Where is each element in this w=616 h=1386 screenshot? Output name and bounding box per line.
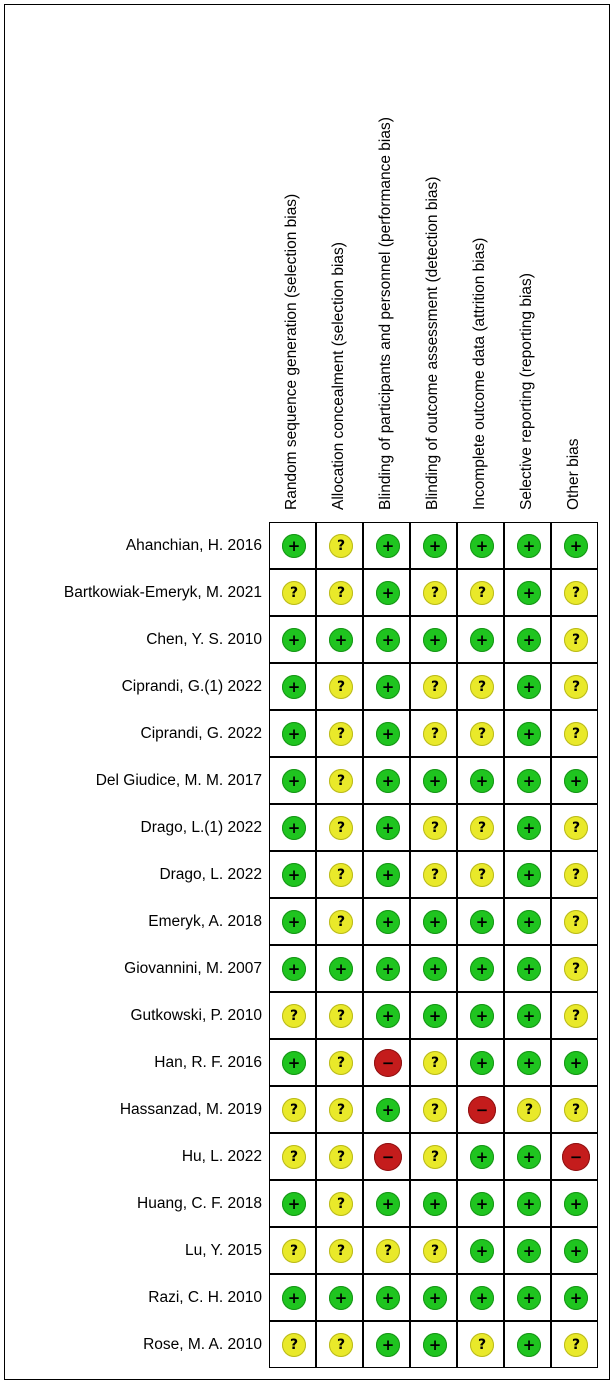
grid-cell — [269, 1274, 316, 1321]
low-risk-dot: + — [564, 1051, 588, 1075]
grid-cell — [316, 757, 363, 804]
unclear-risk-dot: ? — [282, 1098, 306, 1122]
grid-cell — [269, 569, 316, 616]
study-label: Emeryk, A. 2018 — [148, 913, 262, 930]
low-risk-dot: + — [282, 534, 306, 558]
grid-cell — [551, 710, 598, 757]
low-risk-dot: + — [282, 910, 306, 934]
unclear-risk-dot: ? — [282, 581, 306, 605]
low-risk-dot: + — [376, 534, 400, 558]
grid-cell — [363, 569, 410, 616]
low-risk-dot: + — [470, 1286, 494, 1310]
grid-cell — [551, 804, 598, 851]
low-risk-dot: + — [517, 581, 541, 605]
grid-cell — [457, 569, 504, 616]
unclear-risk-dot: ? — [329, 1004, 353, 1028]
domain-label: Random sequence generation (selection bias) — [283, 193, 300, 510]
low-risk-dot: + — [376, 1333, 400, 1357]
unclear-risk-dot: ? — [423, 722, 447, 746]
study-label: Gutkowski, P. 2010 — [130, 1007, 262, 1024]
study-label: Razi, C. H. 2010 — [148, 1289, 262, 1306]
grid-cell — [269, 663, 316, 710]
unclear-risk-dot: ? — [564, 957, 588, 981]
low-risk-dot: + — [423, 769, 447, 793]
grid-cell — [457, 1227, 504, 1274]
unclear-risk-dot: ? — [282, 1239, 306, 1263]
study-label: Ahanchian, H. 2016 — [125, 537, 262, 554]
grid-cell — [316, 663, 363, 710]
grid-cell — [504, 1274, 551, 1321]
unclear-risk-dot: ? — [517, 1098, 541, 1122]
grid-cell — [363, 945, 410, 992]
grid-cell — [504, 1180, 551, 1227]
low-risk-dot: + — [423, 1286, 447, 1310]
low-risk-dot: + — [376, 769, 400, 793]
grid-cell — [316, 1180, 363, 1227]
grid-cell — [363, 992, 410, 1039]
low-risk-dot: + — [282, 816, 306, 840]
low-risk-dot: + — [423, 1333, 447, 1357]
grid-cell — [316, 1086, 363, 1133]
grid-cell — [504, 757, 551, 804]
low-risk-dot: + — [517, 1192, 541, 1216]
low-risk-dot: + — [376, 675, 400, 699]
grid-cell — [269, 1133, 316, 1180]
study-label: Rose, M. A. 2010 — [143, 1336, 262, 1353]
study-label: Chen, Y. S. 2010 — [146, 631, 262, 648]
grid-cell — [363, 1086, 410, 1133]
grid-cell — [269, 1039, 316, 1086]
unclear-risk-dot: ? — [423, 863, 447, 887]
low-risk-dot: + — [517, 675, 541, 699]
study-label: Giovannini, M. 2007 — [124, 960, 262, 977]
low-risk-dot: + — [517, 534, 541, 558]
grid-cell — [410, 992, 457, 1039]
low-risk-dot: + — [564, 1286, 588, 1310]
grid-cell — [363, 616, 410, 663]
low-risk-dot: + — [470, 628, 494, 652]
grid-cell — [316, 945, 363, 992]
study-label: Ciprandi, G.(1) 2022 — [121, 678, 262, 695]
low-risk-dot: + — [470, 1051, 494, 1075]
grid-cell — [551, 898, 598, 945]
grid-cell — [316, 522, 363, 569]
unclear-risk-dot: ? — [329, 675, 353, 699]
grid-cell — [410, 804, 457, 851]
grid-cell — [363, 710, 410, 757]
unclear-risk-dot: ? — [470, 675, 494, 699]
low-risk-dot: + — [376, 816, 400, 840]
grid-cell — [457, 851, 504, 898]
study-label: Ciprandi, G. 2022 — [140, 725, 262, 742]
domain-label: Other bias — [565, 438, 582, 510]
low-risk-dot: + — [282, 769, 306, 793]
grid-cell — [504, 616, 551, 663]
grid-cell — [551, 522, 598, 569]
low-risk-dot: + — [282, 1286, 306, 1310]
grid-cell — [269, 1086, 316, 1133]
unclear-risk-dot: ? — [423, 1051, 447, 1075]
unclear-risk-dot: ? — [564, 628, 588, 652]
low-risk-dot: + — [423, 1192, 447, 1216]
grid-cell — [269, 898, 316, 945]
low-risk-dot: + — [517, 1004, 541, 1028]
unclear-risk-dot: ? — [470, 816, 494, 840]
grid-cell — [551, 1227, 598, 1274]
grid-cell — [410, 851, 457, 898]
grid-cell — [551, 1039, 598, 1086]
grid-cell — [457, 663, 504, 710]
grid-cell — [410, 522, 457, 569]
grid-cell — [504, 1133, 551, 1180]
grid-cell — [269, 522, 316, 569]
grid-cell — [269, 1180, 316, 1227]
grid-cell — [316, 1133, 363, 1180]
domain-label: Blinding of participants and personnel (performance bias) — [377, 117, 394, 510]
study-label: Hu, L. 2022 — [181, 1148, 262, 1165]
unclear-risk-dot: ? — [329, 1098, 353, 1122]
grid-cell — [457, 1274, 504, 1321]
unclear-risk-dot: ? — [329, 1051, 353, 1075]
unclear-risk-dot: ? — [423, 675, 447, 699]
grid-cell — [504, 992, 551, 1039]
grid-cell — [551, 616, 598, 663]
grid-cell — [457, 616, 504, 663]
grid-cell — [363, 851, 410, 898]
grid-cell — [457, 1133, 504, 1180]
high-risk-dot: − — [468, 1096, 496, 1124]
grid-cell — [316, 1039, 363, 1086]
grid-cell — [363, 804, 410, 851]
unclear-risk-dot: ? — [423, 1098, 447, 1122]
low-risk-dot: + — [517, 1333, 541, 1357]
grid-cell — [316, 804, 363, 851]
grid-cell — [316, 1321, 363, 1368]
unclear-risk-dot: ? — [564, 1333, 588, 1357]
low-risk-dot: + — [329, 628, 353, 652]
low-risk-dot: + — [517, 957, 541, 981]
grid-cell — [504, 945, 551, 992]
grid-cell — [551, 851, 598, 898]
grid-cell — [457, 992, 504, 1039]
grid-cell — [363, 1180, 410, 1227]
grid-cell — [269, 851, 316, 898]
low-risk-dot: + — [423, 1004, 447, 1028]
grid-cell — [269, 992, 316, 1039]
low-risk-dot: + — [517, 1286, 541, 1310]
low-risk-dot: + — [470, 1145, 494, 1169]
grid-cell — [269, 945, 316, 992]
grid-cell — [363, 1133, 410, 1180]
grid-cell — [410, 710, 457, 757]
grid-cell — [504, 710, 551, 757]
unclear-risk-dot: ? — [329, 1192, 353, 1216]
grid-cell — [316, 1274, 363, 1321]
grid-cell — [363, 757, 410, 804]
low-risk-dot: + — [517, 722, 541, 746]
study-label: Hassanzad, M. 2019 — [119, 1101, 262, 1118]
low-risk-dot: + — [423, 628, 447, 652]
low-risk-dot: + — [282, 722, 306, 746]
low-risk-dot: + — [470, 1239, 494, 1263]
low-risk-dot: + — [517, 816, 541, 840]
grid-cell — [457, 1321, 504, 1368]
high-risk-dot: − — [562, 1143, 590, 1171]
unclear-risk-dot: ? — [564, 1004, 588, 1028]
grid-cell — [457, 1086, 504, 1133]
unclear-risk-dot: ? — [329, 1145, 353, 1169]
low-risk-dot: + — [376, 863, 400, 887]
unclear-risk-dot: ? — [329, 910, 353, 934]
grid-cell — [410, 569, 457, 616]
grid-cell — [410, 1039, 457, 1086]
unclear-risk-dot: ? — [470, 581, 494, 605]
low-risk-dot: + — [470, 1004, 494, 1028]
grid-cell — [316, 569, 363, 616]
grid-cell — [269, 710, 316, 757]
unclear-risk-dot: ? — [329, 816, 353, 840]
grid-cell — [316, 992, 363, 1039]
unclear-risk-dot: ? — [564, 816, 588, 840]
grid-cell — [410, 616, 457, 663]
grid-cell — [457, 945, 504, 992]
low-risk-dot: + — [329, 957, 353, 981]
grid-cell — [457, 898, 504, 945]
grid-cell — [551, 1133, 598, 1180]
low-risk-dot: + — [376, 1286, 400, 1310]
grid-cell — [457, 1039, 504, 1086]
low-risk-dot: + — [376, 1004, 400, 1028]
low-risk-dot: + — [329, 1286, 353, 1310]
grid-cell — [457, 710, 504, 757]
risk-of-bias-grid — [269, 522, 598, 1369]
unclear-risk-dot: ? — [423, 1145, 447, 1169]
study-label: Huang, C. F. 2018 — [137, 1195, 262, 1212]
low-risk-dot: + — [376, 1192, 400, 1216]
grid-cell — [363, 1039, 410, 1086]
unclear-risk-dot: ? — [376, 1239, 400, 1263]
study-label: Drago, L. 2022 — [159, 866, 262, 883]
grid-cell — [269, 804, 316, 851]
grid-cell — [410, 757, 457, 804]
low-risk-dot: + — [376, 581, 400, 605]
low-risk-dot: + — [470, 1192, 494, 1216]
grid-cell — [410, 663, 457, 710]
low-risk-dot: + — [423, 910, 447, 934]
grid-cell — [410, 1133, 457, 1180]
unclear-risk-dot: ? — [329, 722, 353, 746]
grid-cell — [504, 1321, 551, 1368]
domain-label: Allocation concealment (selection bias) — [330, 242, 347, 510]
low-risk-dot: + — [470, 910, 494, 934]
low-risk-dot: + — [517, 863, 541, 887]
low-risk-dot: + — [376, 722, 400, 746]
unclear-risk-dot: ? — [329, 863, 353, 887]
grid-cell — [410, 898, 457, 945]
grid-cell — [316, 898, 363, 945]
unclear-risk-dot: ? — [282, 1004, 306, 1028]
unclear-risk-dot: ? — [470, 863, 494, 887]
low-risk-dot: + — [282, 1192, 306, 1216]
low-risk-dot: + — [470, 957, 494, 981]
unclear-risk-dot: ? — [423, 816, 447, 840]
grid-cell — [457, 1180, 504, 1227]
grid-cell — [551, 1180, 598, 1227]
low-risk-dot: + — [423, 534, 447, 558]
study-label: Han, R. F. 2016 — [154, 1054, 262, 1071]
low-risk-dot: + — [517, 769, 541, 793]
grid-cell — [316, 710, 363, 757]
low-risk-dot: + — [282, 863, 306, 887]
domain-label: Selective reporting (reporting bias) — [518, 273, 535, 510]
domain-label: Incomplete outcome data (attrition bias) — [471, 237, 488, 510]
unclear-risk-dot: ? — [329, 1333, 353, 1357]
grid-cell — [504, 851, 551, 898]
grid-cell — [457, 522, 504, 569]
low-risk-dot: + — [517, 1145, 541, 1169]
low-risk-dot: + — [564, 769, 588, 793]
low-risk-dot: + — [376, 957, 400, 981]
grid-cell — [363, 1321, 410, 1368]
low-risk-dot: + — [564, 534, 588, 558]
grid-cell — [504, 522, 551, 569]
grid-cell — [504, 1227, 551, 1274]
study-label: Drago, L.(1) 2022 — [140, 819, 262, 836]
grid-cell — [504, 1086, 551, 1133]
grid-cell — [363, 522, 410, 569]
unclear-risk-dot: ? — [329, 534, 353, 558]
grid-cell — [269, 757, 316, 804]
grid-cell — [551, 1321, 598, 1368]
unclear-risk-dot: ? — [282, 1145, 306, 1169]
grid-cell — [269, 616, 316, 663]
grid-cell — [316, 851, 363, 898]
grid-cell — [551, 569, 598, 616]
grid-cell — [410, 1086, 457, 1133]
domain-label: Blinding of outcome assessment (detection bias) — [424, 176, 441, 510]
low-risk-dot: + — [376, 628, 400, 652]
grid-cell — [269, 1227, 316, 1274]
unclear-risk-dot: ? — [564, 675, 588, 699]
grid-cell — [410, 1227, 457, 1274]
unclear-risk-dot: ? — [470, 722, 494, 746]
grid-cell — [551, 1274, 598, 1321]
grid-cell — [363, 663, 410, 710]
low-risk-dot: + — [282, 1051, 306, 1075]
low-risk-dot: + — [517, 628, 541, 652]
grid-cell — [504, 898, 551, 945]
unclear-risk-dot: ? — [564, 1098, 588, 1122]
grid-cell — [269, 1321, 316, 1368]
unclear-risk-dot: ? — [423, 581, 447, 605]
study-label: Bartkowiak-Emeryk, M. 2021 — [63, 584, 262, 601]
unclear-risk-dot: ? — [329, 769, 353, 793]
unclear-risk-dot: ? — [564, 581, 588, 605]
grid-cell — [551, 757, 598, 804]
low-risk-dot: + — [423, 957, 447, 981]
low-risk-dot: + — [564, 1239, 588, 1263]
grid-cell — [410, 945, 457, 992]
unclear-risk-dot: ? — [470, 1333, 494, 1357]
low-risk-dot: + — [282, 628, 306, 652]
grid-cell — [504, 663, 551, 710]
low-risk-dot: + — [517, 1239, 541, 1263]
low-risk-dot: + — [282, 957, 306, 981]
grid-cell — [410, 1321, 457, 1368]
grid-cell — [316, 616, 363, 663]
grid-cell — [551, 945, 598, 992]
grid-cell — [410, 1180, 457, 1227]
study-label: Del Giudice, M. M. 2017 — [95, 772, 262, 789]
grid-cell — [363, 1227, 410, 1274]
grid-cell — [457, 757, 504, 804]
high-risk-dot: − — [374, 1143, 402, 1171]
unclear-risk-dot: ? — [564, 722, 588, 746]
unclear-risk-dot: ? — [329, 1239, 353, 1263]
unclear-risk-dot: ? — [329, 581, 353, 605]
low-risk-dot: + — [282, 675, 306, 699]
low-risk-dot: + — [376, 1098, 400, 1122]
grid-cell — [504, 804, 551, 851]
grid-cell — [457, 804, 504, 851]
grid-cell — [504, 1039, 551, 1086]
grid-cell — [551, 663, 598, 710]
grid-cell — [551, 992, 598, 1039]
grid-cell — [316, 1227, 363, 1274]
unclear-risk-dot: ? — [564, 863, 588, 887]
low-risk-dot: + — [470, 534, 494, 558]
high-risk-dot: − — [374, 1049, 402, 1077]
study-label: Lu, Y. 2015 — [184, 1242, 262, 1259]
low-risk-dot: + — [517, 1051, 541, 1075]
grid-cell — [504, 569, 551, 616]
unclear-risk-dot: ? — [564, 910, 588, 934]
grid-cell — [363, 898, 410, 945]
low-risk-dot: + — [564, 1192, 588, 1216]
low-risk-dot: + — [470, 769, 494, 793]
grid-cell — [410, 1274, 457, 1321]
grid-cell — [551, 1086, 598, 1133]
unclear-risk-dot: ? — [282, 1333, 306, 1357]
unclear-risk-dot: ? — [423, 1239, 447, 1263]
grid-cell — [363, 1274, 410, 1321]
low-risk-dot: + — [376, 910, 400, 934]
low-risk-dot: + — [517, 910, 541, 934]
